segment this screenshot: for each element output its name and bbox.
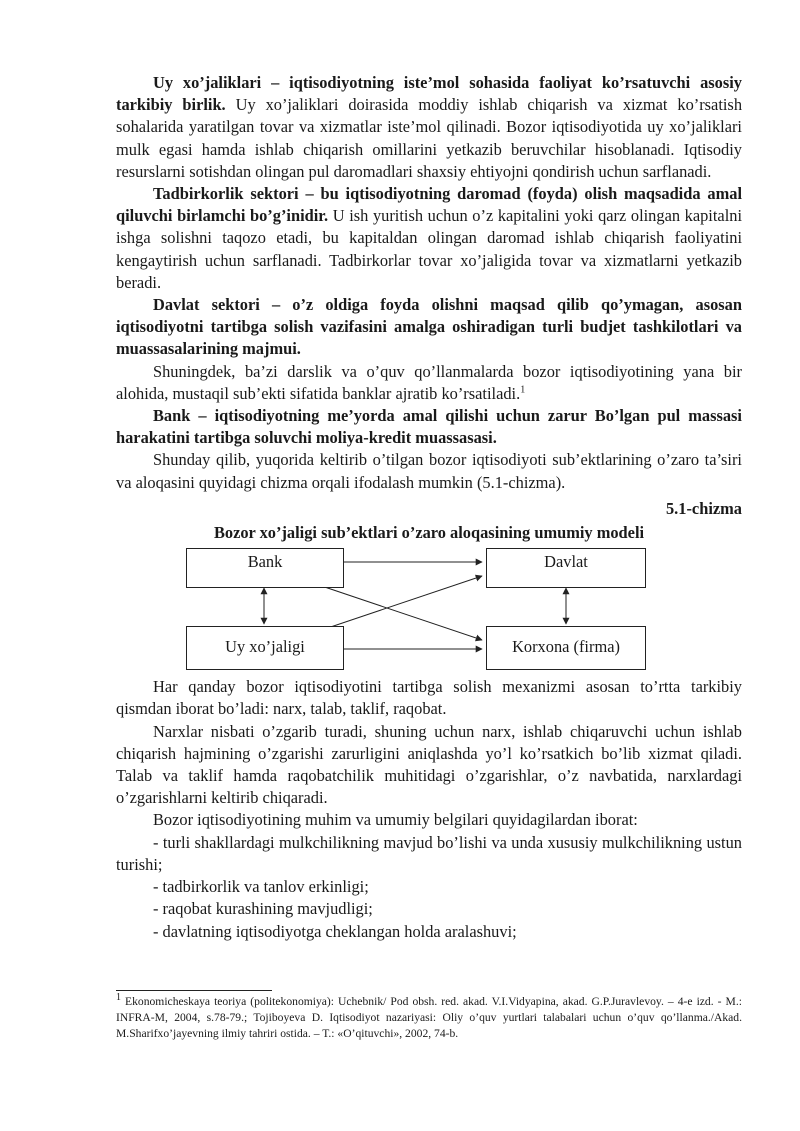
list-item: - davlatning iqtisodiyotga cheklangan holda aralashuvi; [153,921,517,941]
paragraph-features-intro: Bozor iqtisodiyotining muhim va umumiy belgilari quyidagilardan iborat: [153,810,638,830]
footnote-text: Ekonomicheskaya teoriya (politekonomiya): Uchebnik/ Pod obsh. red. akad. V.I.Vidyapina, akad. G.P.Juravlevoy. – 4-e izd. - M.: INFRA-M, 2004, s.78-79.; Tojiboyeva D. Iqtisodiyot nazariyasi: Oliy o’quv yurtlari talabalari uchun o’quv qo’llanma./Akad. M.Sharifxo’jayevning ilmiy tahriri ostida. – T.: «O’qituvchi», 2002, 74-b. [116,995,742,1040]
term-business-sector: Tadbirkorlik sektori – bu iqtisodiyotning daromad (foyda) olish maqsadida amal qiluvchi birlamchi bo’g’inidir. [116,184,742,226]
box-davlat [486,548,646,588]
list-item: - tadbirkorlik va tanlov erkinligi; [153,877,369,897]
paragraph-state-sector: Davlat sektori – o’z oldiga foyda olishni maqsad qilib qo’ymagan, asosan iqtisodiyotni tartibga solish vazifasini amalga oshiradigan turli budjet tashkilotlari va muassasalarining majmui. [116,295,742,359]
paragraph-business-sector [116,183,742,294]
box-davlat-label: Davlat [544,552,588,572]
subjects-diagram [116,546,742,674]
footnote [116,994,742,1042]
paragraph-diagram-intro: Shunday qilib, yuqorida keltirib o’tilgan bozor iqtisodiyoti sub’ektlarining o’zaro ta’siri va aloqasini quyidagi chizma orqali ifodalash mumkin (5.1-chizma). [116,450,742,492]
box-uy-xojaligi [186,626,344,670]
box-korxona [486,626,646,670]
footnote-divider [116,990,272,991]
box-bank [186,548,344,588]
paragraph-mechanism: Har qanday bozor iqtisodiyotini tartibga solish mexanizmi asosan to’rtta tarkibiy qismdan iborat bo’ladi: narx, talab, taklif, raqobat. [116,677,742,719]
box-bank-label: Bank [247,552,283,572]
footnote-marker: 1 [116,992,121,1004]
figure-number: 5.1-chizma [665,498,742,518]
box-korxona-label: Korxona (firma) [512,637,620,657]
figure-title: Bozor xo’jaligi sub’ektlari o’zaro aloqasining umumiy modeli [213,523,645,543]
text-banks-intro: Shuningdek, ba’zi darslik va o’quv qo’llanmalarda bozor iqtisodiyotining yana bir alohida, mustaqil sub’ekti sifatida banklar ajratib ko’rsatiladi. [116,361,742,403]
paragraph-prices: Narxlar nisbati o’zgarib turadi, shuning uchun narx, ishlab chiqaruvchi uchun ishlab chiqarish hajmining o’zgarishi zarurligini aniqlashda yo’l ko’rsatkich bo’lib xizmat qiladi. Talab va taklif hamda raqobatchilik muhitidagi o’zgarishlar, o’z navbatida, narxlardagi o’zgarishlarni keltirib chiqaradi. [116,721,742,808]
paragraph-bank-definition: Bank – iqtisodiyotning me’yorda amal qilishi uchun zarur Bo’lgan pul massasi harakatini tartibga soluvchi moliya-kredit muassasasi. [116,406,742,448]
text-households: Uy xo’jaliklari doirasida moddiy ishlab chiqarish va xizmat ko’rsatish sohalarida yaratilgan tovar va xizmatlar iste’mol qilinadi. Bozor iqtisodiyotida uy xo’jaliklari mulk egasi hamda ishlab chiqarish omillarini yetkazib beruvchilar hisoblanadi. Iqtisodiy resurslarni sotishdan olingan pul daromadlari shaxsiy ehtiyojni qondirish uchun sarflanadi. [116,95,743,181]
list-item: - raqobat kurashining mavjudligi; [153,899,373,919]
paragraph-banks-intro [116,361,742,405]
list-item: - turli shakllardagi mulkchilikning mavjud bo’lishi va unda xususiy mulkchilikning ustun turishi; [116,832,742,874]
document-body [116,72,742,943]
footnote-ref[interactable]: 1 [520,384,526,396]
box-uy-xojaligi-label: Uy xo’jaligi [225,637,305,657]
paragraph-households [116,72,742,183]
term-households: Uy xo’jaliklari – iqtisodiyotning iste’mol sohasida faoliyat ko’rsatuvchi asosiy tarkibiy birlik. [116,73,742,115]
text-business-sector: U ish yuritish uchun o’z kapitalini yoki qarz olingan kapitalni ishga solishni taqozo etadi, bu kapitaldan olingan daromad ishlab chiqarish faoliyatini kengaytirish uchun sarflanadi. Tadbirkorlar tovar xo’jaligida tovar va xizmatlarni yetkazib beradi. [116,206,742,292]
